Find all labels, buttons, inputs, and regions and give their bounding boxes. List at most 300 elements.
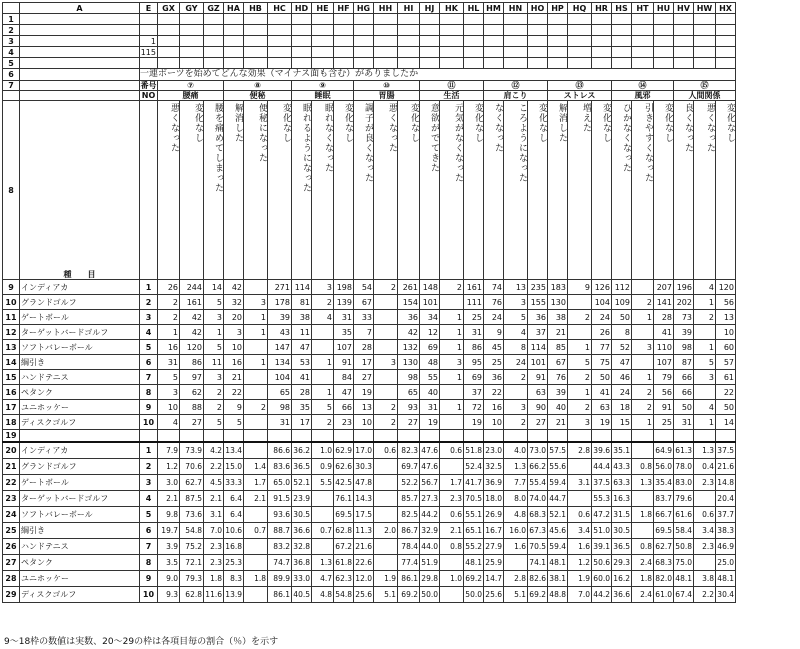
cell[interactable] [180,14,204,25]
count-cell[interactable]: 207 [654,280,674,295]
cell[interactable] [654,58,674,69]
percent-cell[interactable]: 47.8 [354,474,374,490]
percent-cell[interactable]: 52.4 [464,458,484,474]
percent-cell[interactable]: 3.5 [158,554,180,570]
count-cell[interactable]: 104 [592,295,612,310]
cell[interactable] [292,25,312,36]
percent-cell[interactable]: 35.4 [654,474,674,490]
percent-cell[interactable]: 22.6 [354,554,374,570]
percent-cell[interactable]: 63.3 [612,474,632,490]
count-cell[interactable] [694,325,716,340]
percent-cell[interactable]: 1.8 [632,506,654,522]
sub-header[interactable]: 解消した [548,101,568,280]
percent-cell[interactable]: 35.1 [612,442,632,459]
count-cell[interactable]: 3 [374,355,398,370]
percent-cell[interactable]: 82.0 [654,570,674,586]
percent-cell[interactable]: 72.1 [180,554,204,570]
cell[interactable] [484,25,504,36]
count-cell[interactable] [632,355,654,370]
percent-cell[interactable] [244,554,268,570]
count-cell[interactable]: 17 [354,355,374,370]
percent-cell[interactable]: 70.5 [464,490,484,506]
row-number[interactable]: 15 [3,370,20,385]
row-number[interactable]: 25 [3,522,20,538]
cell[interactable] [654,430,674,442]
sport-name[interactable]: インディアカ [20,280,140,295]
cell[interactable] [374,14,398,25]
cell[interactable] [312,47,334,58]
row-number[interactable]: 9 [3,280,20,295]
percent-cell[interactable]: 1.7 [244,474,268,490]
cell[interactable] [140,14,158,25]
input-cell[interactable]: 115 [140,47,156,57]
count-cell[interactable]: 178 [268,295,292,310]
percent-cell[interactable]: 86.1 [398,570,420,586]
count-cell[interactable]: 19 [354,385,374,400]
cell[interactable] [548,36,568,47]
cell[interactable] [674,58,694,69]
sport-name[interactable]: ゲートボール [20,474,140,490]
cell[interactable] [528,36,548,47]
count-cell[interactable]: 33 [354,310,374,325]
percent-cell[interactable]: 51.9 [420,554,440,570]
count-cell[interactable]: 23 [334,415,354,430]
cell[interactable] [694,430,716,442]
percent-cell[interactable]: 50.0 [420,586,440,602]
cell[interactable] [592,47,612,58]
percent-cell[interactable]: 1.2 [158,458,180,474]
count-cell[interactable]: 65 [398,385,420,400]
percent-cell[interactable]: 2.1 [204,490,224,506]
percent-cell[interactable]: 42.5 [334,474,354,490]
count-cell[interactable]: 72 [464,400,484,415]
count-cell[interactable]: 10 [224,340,244,355]
percent-cell[interactable]: 44.2 [420,506,440,522]
percent-cell[interactable]: 3.4 [694,522,716,538]
percent-cell[interactable] [440,458,464,474]
percent-cell[interactable]: 82.6 [528,570,548,586]
percent-cell[interactable]: 29.8 [420,570,440,586]
count-cell[interactable]: 2 [204,400,224,415]
count-cell[interactable]: 98 [674,340,694,355]
count-cell[interactable]: 56 [716,295,736,310]
percent-cell[interactable]: 2.0 [374,522,398,538]
percent-cell[interactable]: 4.8 [504,506,528,522]
percent-cell[interactable]: 1.8 [204,570,224,586]
percent-cell[interactable]: 17.5 [354,506,374,522]
count-cell[interactable]: 14 [204,280,224,295]
cell[interactable] [140,58,158,69]
cell[interactable] [312,58,334,69]
column-header[interactable]: HD [292,3,312,14]
column-header[interactable]: HM [484,3,504,14]
count-cell[interactable]: 1 [440,400,464,415]
percent-cell[interactable]: 55.2 [464,538,484,554]
percent-cell[interactable]: 27.9 [484,538,504,554]
cell[interactable] [158,47,180,58]
cell[interactable] [374,25,398,36]
percent-cell[interactable]: 19.7 [158,522,180,538]
sub-header[interactable]: 変化なし [180,101,204,280]
row-number[interactable]: 29 [3,586,20,602]
count-cell[interactable]: 134 [268,355,292,370]
percent-cell[interactable]: 10.6 [224,522,244,538]
sub-header[interactable]: 便秘になった [244,101,268,280]
column-header[interactable]: HW [694,3,716,14]
percent-cell[interactable]: 50.6 [592,554,612,570]
cell[interactable] [140,430,158,442]
count-cell[interactable]: 126 [592,280,612,295]
percent-cell[interactable]: 47.2 [592,506,612,522]
count-cell[interactable]: 47 [612,355,632,370]
count-cell[interactable]: 148 [420,280,440,295]
percent-cell[interactable]: 18.0 [484,490,504,506]
count-cell[interactable]: 8 [504,340,528,355]
count-cell[interactable]: 5 [204,415,224,430]
percent-cell[interactable]: 36.6 [612,586,632,602]
count-cell[interactable]: 47 [334,385,354,400]
cell[interactable] [548,14,568,25]
percent-cell[interactable]: 85.7 [398,490,420,506]
percent-cell[interactable]: 69.5 [654,522,674,538]
cell[interactable] [158,14,180,25]
count-cell[interactable]: 1 [244,310,268,325]
cell[interactable] [268,58,292,69]
percent-cell[interactable]: 39.1 [592,538,612,554]
percent-cell[interactable] [312,490,334,506]
column-header[interactable]: HQ [568,3,592,14]
percent-cell[interactable]: 68.3 [528,506,548,522]
sub-header[interactable]: 良くなった [674,101,694,280]
count-cell[interactable]: 62 [180,385,204,400]
percent-cell[interactable]: 4.7 [312,570,334,586]
percent-cell[interactable]: 75.0 [674,554,694,570]
cell[interactable] [440,430,464,442]
count-cell[interactable] [312,340,334,355]
cell[interactable] [354,47,374,58]
percent-cell[interactable]: 66.2 [528,458,548,474]
sub-header[interactable]: 変化なし [464,101,484,280]
count-cell[interactable]: 271 [268,280,292,295]
percent-cell[interactable] [632,442,654,459]
percent-cell[interactable]: 61.8 [334,554,354,570]
count-cell[interactable]: 50 [674,400,694,415]
percent-cell[interactable] [694,554,716,570]
percent-cell[interactable]: 47.6 [420,458,440,474]
percent-cell[interactable]: 11.3 [354,522,374,538]
column-header[interactable]: HN [504,3,528,14]
cell[interactable] [440,36,464,47]
count-cell[interactable]: 65 [268,385,292,400]
percent-cell[interactable]: 50.8 [674,538,694,554]
cell[interactable] [654,25,674,36]
percent-cell[interactable]: 2.3 [204,554,224,570]
count-cell[interactable]: 5 [204,295,224,310]
percent-cell[interactable] [374,538,398,554]
percent-cell[interactable]: 4.8 [312,586,334,602]
cell[interactable] [244,47,268,58]
sub-header[interactable]: 変化なし [268,101,292,280]
percent-cell[interactable]: 0.8 [632,458,654,474]
percent-cell[interactable]: 2.3 [204,538,224,554]
cell[interactable] [612,25,632,36]
count-cell[interactable]: 36 [398,310,420,325]
cell[interactable] [654,47,674,58]
sport-name[interactable]: ディスクゴルフ [20,586,140,602]
cell[interactable] [694,36,716,47]
row-number[interactable]: 16 [3,385,20,400]
percent-cell[interactable]: 0.6 [440,442,464,459]
cell[interactable] [592,58,612,69]
percent-cell[interactable]: 61.3 [674,442,694,459]
sport-name[interactable]: ペタンク [20,385,140,400]
row-number[interactable]: 17 [3,400,20,415]
count-cell[interactable]: 25 [484,355,504,370]
sport-name[interactable]: ディスクゴルフ [20,415,140,430]
cell[interactable] [592,25,612,36]
percent-cell[interactable]: 1.8 [244,570,268,586]
percent-cell[interactable]: 3.8 [694,570,716,586]
sport-no[interactable]: 2 [140,295,158,310]
count-cell[interactable]: 42 [224,280,244,295]
count-cell[interactable]: 5 [504,310,528,325]
percent-cell[interactable]: 3.9 [158,538,180,554]
cell[interactable] [374,36,398,47]
percent-cell[interactable] [374,506,398,522]
percent-cell[interactable]: 2.8 [568,442,592,459]
sub-header[interactable]: 悪くなった [158,101,180,280]
sub-header[interactable]: ころようになった [504,101,528,280]
cell[interactable] [694,25,716,36]
percent-cell[interactable]: 8.0 [504,490,528,506]
percent-cell[interactable]: 36.9 [484,474,504,490]
percent-cell[interactable] [244,538,268,554]
row-number[interactable]: 10 [3,295,20,310]
cell[interactable] [20,36,140,47]
percent-cell[interactable]: 0.7 [312,522,334,538]
group-number[interactable]: ⑧ [224,81,292,91]
cell[interactable] [204,14,224,25]
count-cell[interactable]: 3 [204,310,224,325]
count-cell[interactable]: 130 [548,295,568,310]
count-cell[interactable]: 107 [654,355,674,370]
corner-cell[interactable] [3,3,20,14]
count-cell[interactable]: 76 [548,370,568,385]
cell[interactable] [592,430,612,442]
percent-cell[interactable]: 79.6 [674,490,694,506]
count-cell[interactable]: 21 [548,325,568,340]
count-cell[interactable]: 1 [312,385,334,400]
column-header[interactable]: HF [334,3,354,14]
cell[interactable] [548,25,568,36]
percent-cell[interactable]: 2.1 [440,522,464,538]
cell[interactable] [528,25,548,36]
cell[interactable] [548,47,568,58]
count-cell[interactable]: 56 [654,385,674,400]
column-header[interactable]: GX [158,3,180,14]
cell[interactable] [180,36,204,47]
sub-header[interactable]: 変化なし [592,101,612,280]
cell[interactable] [504,58,528,69]
percent-cell[interactable] [244,442,268,459]
percent-cell[interactable] [244,586,268,602]
percent-cell[interactable]: 32.8 [292,538,312,554]
column-header[interactable]: HV [674,3,694,14]
cell[interactable] [632,14,654,25]
count-cell[interactable]: 19 [464,415,484,430]
percent-cell[interactable]: 41.7 [464,474,484,490]
input-cell[interactable]: 1 [140,36,158,47]
percent-cell[interactable]: 83.0 [674,474,694,490]
percent-cell[interactable]: 75.2 [180,538,204,554]
sport-name[interactable]: 綱引き [20,355,140,370]
column-header[interactable]: HR [592,3,612,14]
cell[interactable] [398,25,420,36]
percent-cell[interactable]: 2.3 [440,490,464,506]
percent-cell[interactable]: 45.6 [548,522,568,538]
percent-cell[interactable] [632,522,654,538]
count-cell[interactable]: 2 [374,400,398,415]
count-cell[interactable]: 98 [398,370,420,385]
cell[interactable] [420,25,440,36]
count-cell[interactable]: 18 [612,400,632,415]
sport-name[interactable]: グランドゴルフ [20,295,140,310]
count-cell[interactable] [568,325,592,340]
sport-name[interactable]: グランドゴルフ [20,458,140,474]
percent-cell[interactable]: 4.5 [204,474,224,490]
percent-cell[interactable] [440,554,464,570]
count-cell[interactable]: 86 [180,355,204,370]
cell[interactable] [654,36,674,47]
cell[interactable] [464,14,484,25]
percent-cell[interactable]: 1.9 [568,570,592,586]
percent-cell[interactable]: 32.9 [420,522,440,538]
column-header[interactable]: HS [612,3,632,14]
percent-cell[interactable]: 47.6 [420,442,440,459]
percent-cell[interactable]: 6.4 [224,490,244,506]
cell[interactable] [612,47,632,58]
cell[interactable] [20,69,140,81]
cell[interactable] [180,430,204,442]
count-cell[interactable]: 114 [528,340,548,355]
percent-cell[interactable]: 1.3 [504,458,528,474]
count-cell[interactable] [374,310,398,325]
column-header[interactable]: A [20,3,140,14]
count-cell[interactable] [244,370,268,385]
percent-cell[interactable]: 65.1 [464,522,484,538]
cell[interactable] [224,14,244,25]
cell[interactable] [716,47,736,58]
sport-name[interactable]: ターゲットバードゴルフ [20,490,140,506]
count-cell[interactable]: 41 [592,385,612,400]
count-cell[interactable]: 76 [484,295,504,310]
percent-cell[interactable]: 1.3 [312,554,334,570]
percent-cell[interactable]: 3.0 [158,474,180,490]
count-cell[interactable]: 31 [674,415,694,430]
percent-cell[interactable]: 65.0 [268,474,292,490]
column-header[interactable]: HI [398,3,420,14]
count-cell[interactable]: 4 [158,415,180,430]
count-cell[interactable]: 95 [464,355,484,370]
count-cell[interactable] [504,385,528,400]
percent-cell[interactable]: 61.0 [654,586,674,602]
percent-cell[interactable]: 70.5 [528,538,548,554]
group-name[interactable]: 便秘 [224,91,292,101]
count-cell[interactable]: 32 [224,295,244,310]
percent-cell[interactable]: 67.4 [674,586,694,602]
percent-cell[interactable]: 57.5 [548,442,568,459]
cell[interactable] [632,25,654,36]
percent-cell[interactable]: 36.5 [612,538,632,554]
count-cell[interactable]: 101 [528,355,548,370]
percent-cell[interactable]: 2.4 [632,554,654,570]
count-cell[interactable]: 5 [694,355,716,370]
percent-cell[interactable]: 62.3 [334,570,354,586]
sub-header[interactable]: 変化なし [528,101,548,280]
cell[interactable] [528,58,548,69]
percent-cell[interactable]: 88.7 [268,522,292,538]
count-cell[interactable]: 38 [292,310,312,325]
count-cell[interactable]: 57 [716,355,736,370]
cell[interactable] [20,81,140,91]
percent-cell[interactable]: 36.8 [292,554,312,570]
count-cell[interactable]: 2 [244,400,268,415]
count-cell[interactable]: 4 [694,400,716,415]
sub-header[interactable]: 元気がなくなった [440,101,464,280]
count-cell[interactable]: 35 [292,400,312,415]
percent-cell[interactable]: 37.5 [716,442,736,459]
count-cell[interactable]: 104 [268,370,292,385]
percent-cell[interactable]: 2.2 [694,586,716,602]
percent-cell[interactable]: 2.4 [632,586,654,602]
cell[interactable] [716,58,736,69]
percent-cell[interactable]: 62.7 [654,538,674,554]
count-cell[interactable]: 21 [224,370,244,385]
percent-cell[interactable] [504,554,528,570]
sport-no[interactable]: 3 [140,310,158,325]
percent-cell[interactable]: 1.3 [632,474,654,490]
percent-cell[interactable] [374,474,398,490]
cell[interactable] [224,47,244,58]
percent-cell[interactable]: 12.0 [354,570,374,586]
percent-cell[interactable]: 8.3 [224,570,244,586]
sport-no[interactable]: 10 [140,415,158,430]
count-cell[interactable]: 114 [292,280,312,295]
cell[interactable] [312,25,334,36]
percent-cell[interactable]: 38.1 [548,570,568,586]
percent-cell[interactable]: 16.2 [612,570,632,586]
percent-cell[interactable]: 4.0 [504,442,528,459]
cell[interactable] [244,25,268,36]
no-label[interactable]: NO [140,91,158,101]
group-name[interactable]: 風邪 [612,91,674,101]
percent-cell[interactable]: 30.5 [292,506,312,522]
count-cell[interactable]: 5 [158,370,180,385]
cell[interactable] [224,58,244,69]
count-cell[interactable]: 75 [592,355,612,370]
percent-cell[interactable] [632,490,654,506]
percent-cell[interactable]: 1.0 [312,442,334,459]
percent-cell[interactable]: 2.3 [694,538,716,554]
count-cell[interactable]: 3 [312,280,334,295]
count-cell[interactable]: 20 [224,310,244,325]
sport-name[interactable]: 綱引き [20,522,140,538]
sub-header[interactable]: 意欲がでてきた [420,101,440,280]
count-cell[interactable]: 1 [694,340,716,355]
cell[interactable] [140,25,158,36]
percent-cell[interactable]: 39.6 [592,442,612,459]
count-cell[interactable]: 120 [716,280,736,295]
